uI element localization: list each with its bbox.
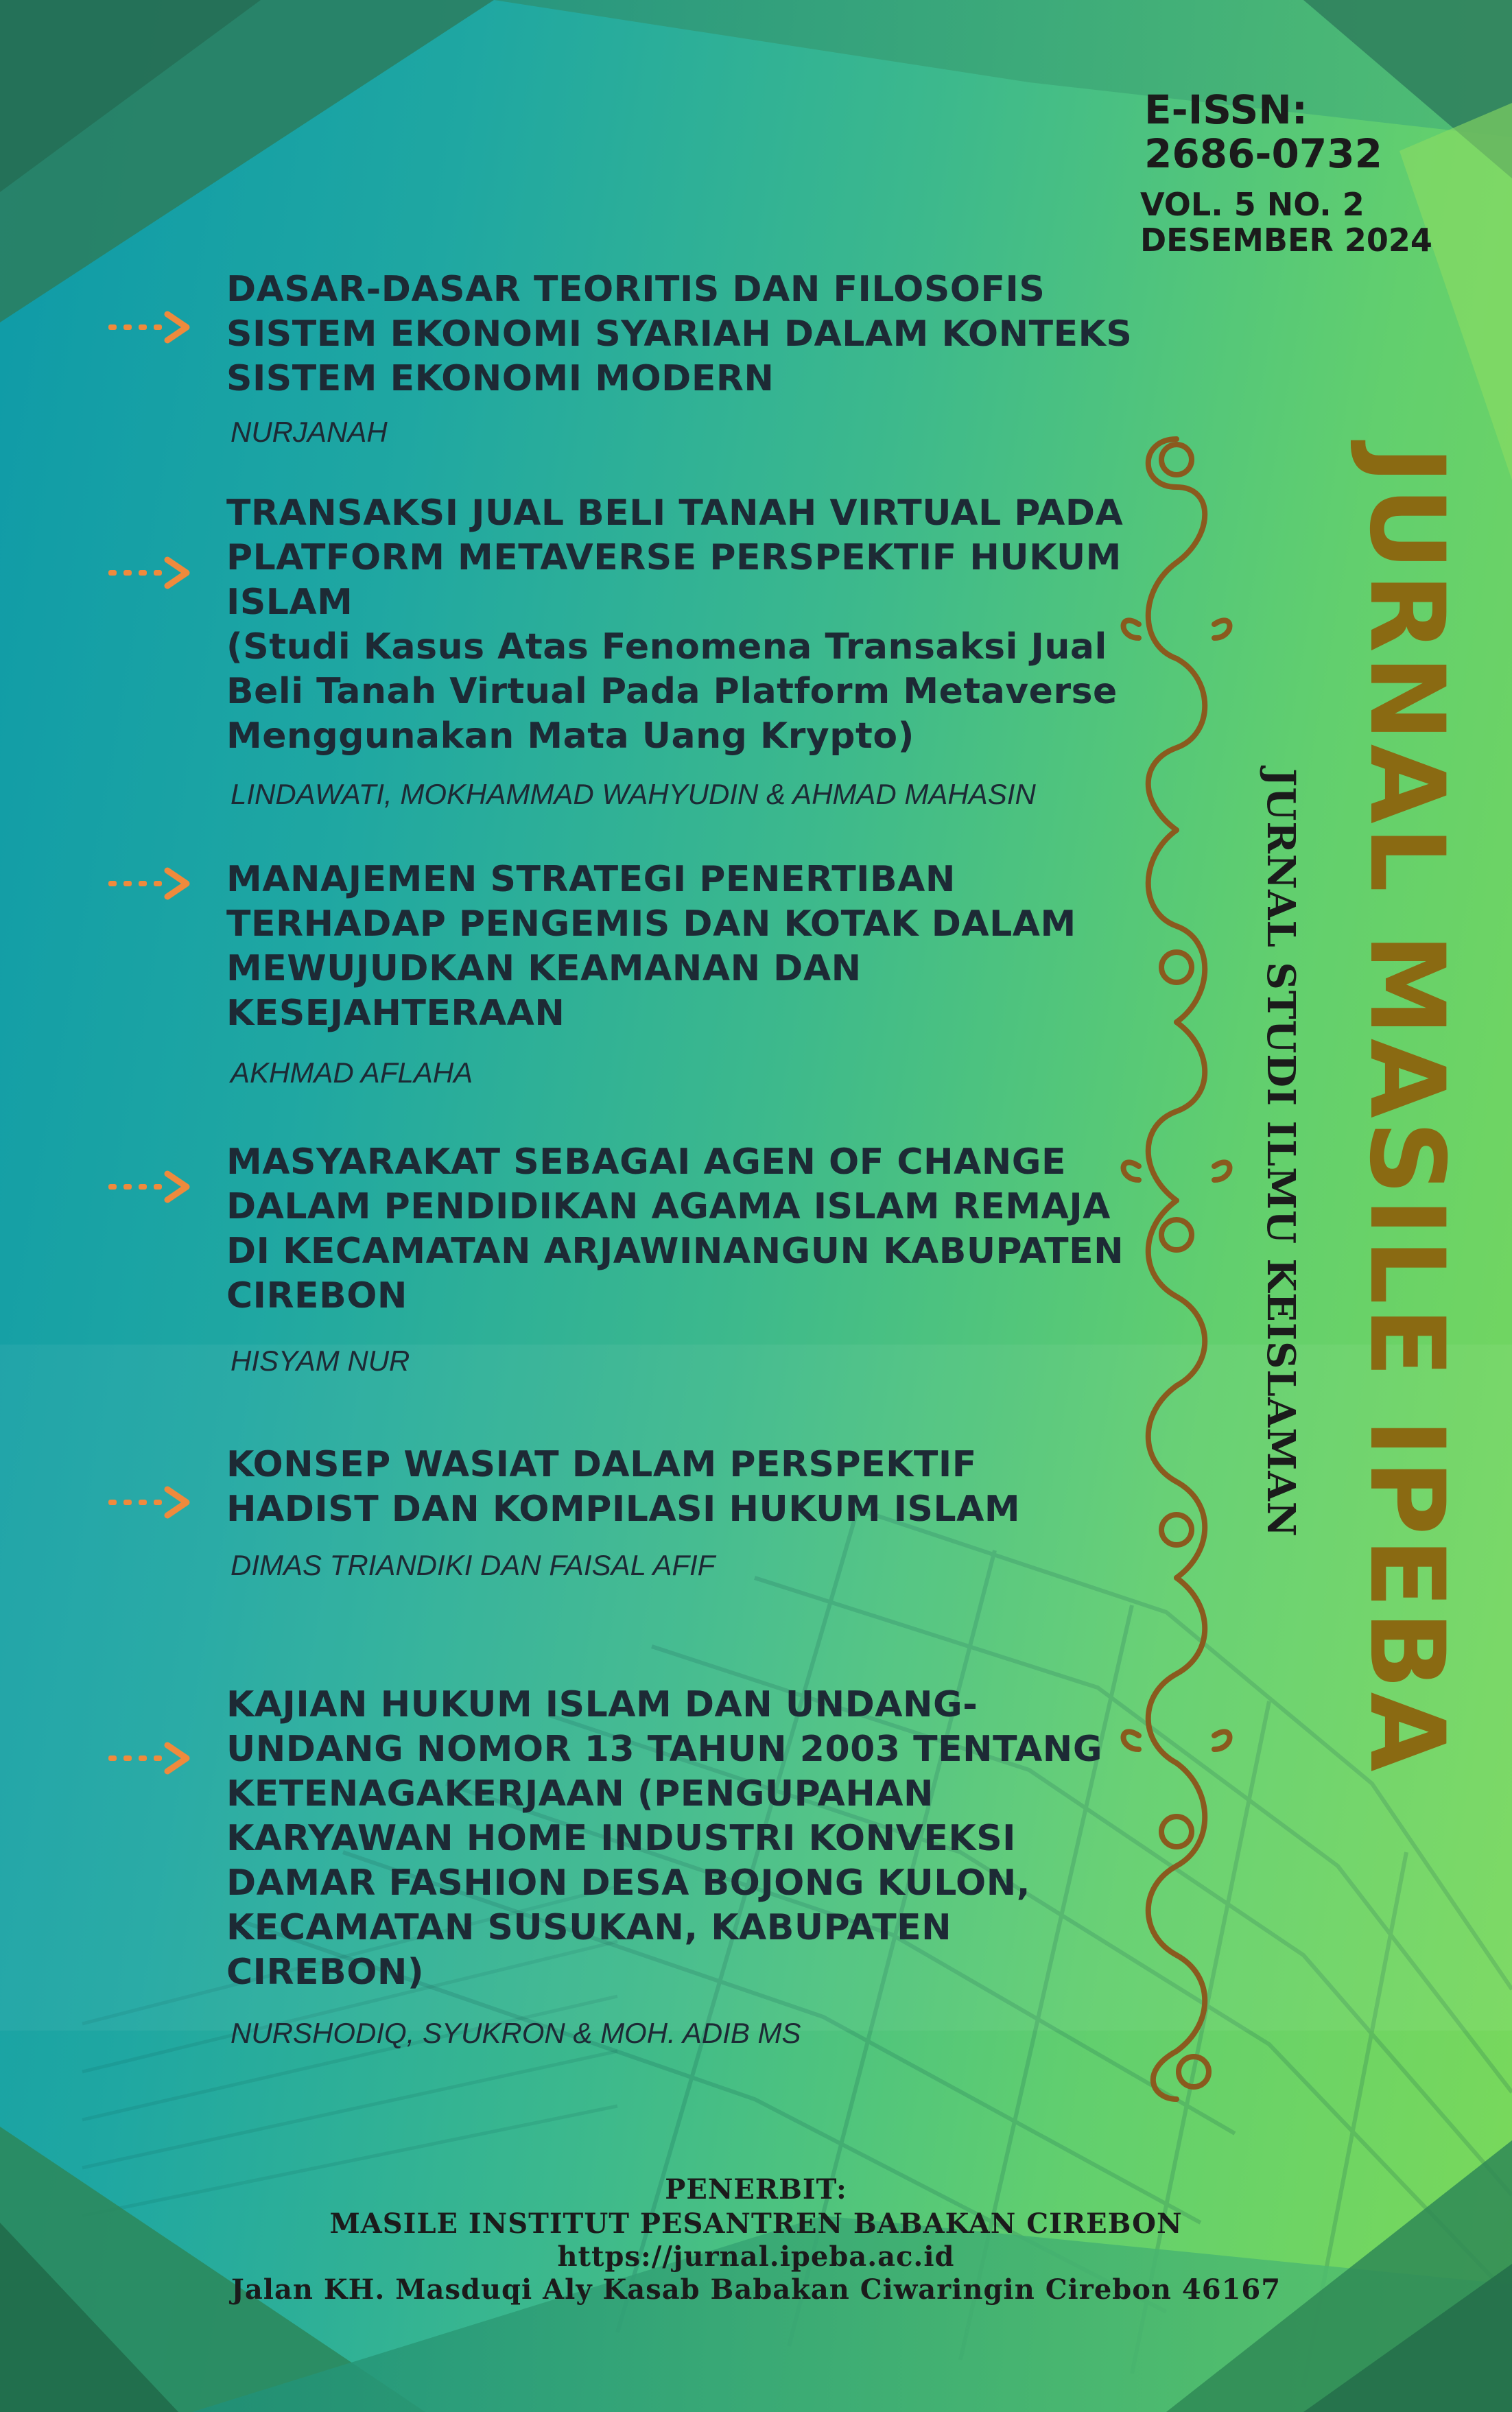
article-1-author: NURJANAH: [231, 416, 388, 448]
vertical-scroll-ornament: [1111, 418, 1242, 2120]
article-3-title: MANAJEMEN STRATEGI PENERTIBAN TERHADAP PENGEMIS DAN KOTAK DALAM MEWUJUDKAN KEAMANAN DAN KESEJAHTERAAN: [226, 859, 1076, 1034]
article-2-title: TRANSAKSI JUAL BELI TANAH VIRTUAL PADA PLATFORM METAVERSE PERSPEKTIF HUKUM ISLAM: [226, 493, 1124, 623]
dotted-right-arrow-icon: [108, 1170, 193, 1204]
journal-title: JURNAL MASILE IPEBA: [1347, 446, 1466, 1775]
article-4-author: HISYAM NUR: [231, 1345, 410, 1377]
article-3-author: AKHMAD AFLAHA: [231, 1056, 473, 1089]
journal-subtitle: JURNAL STUDI ILMU KEISLAMAN: [1258, 768, 1303, 1537]
article-5-author: DIMAS TRIANDIKI DAN FAISAL AFIF: [231, 1549, 716, 1581]
publisher-address: Jalan KH. Masduqi Aly Kasab Babakan Ciwaringin Cirebon 46167: [231, 2273, 1281, 2306]
article-1-title: DASAR-DASAR TEORITIS DAN FILOSOFIS SISTEM EKONOMI SYARIAH DALAM KONTEKS SISTEM EKONOMI MODERN: [226, 269, 1133, 399]
article-6-author: NURSHODIQ, SYUKRON & MOH. ADIB MS: [231, 2017, 801, 2049]
issn-label: E-ISSN:: [1144, 86, 1308, 133]
volume-number: VOL. 5 NO. 2: [1140, 186, 1365, 223]
article-2-block: [226, 491, 1139, 759]
issue-block: [1140, 187, 1497, 258]
dotted-right-arrow-icon: [108, 866, 193, 901]
article-4-title: MASYARAKAT SEBAGAI AGEN OF CHANGE DALAM PENDIDIKAN AGAMA ISLAM REMAJA DI KECAMATAN ARJAWINANGUN KABUPATEN CIREBON: [226, 1142, 1124, 1316]
dotted-right-arrow-icon: [108, 310, 193, 344]
dotted-right-arrow-icon: [108, 1741, 193, 1775]
article-2-author: LINDAWATI, MOKHAMMAD WAHYUDIN & AHMAD MAHASIN: [231, 778, 1036, 810]
publisher-label: PENERBIT:: [665, 2173, 847, 2206]
article-5-title: KONSEP WASIAT DALAM PERSPEKTIF HADIST DAN KOMPILASI HUKUM ISLAM: [226, 1444, 1021, 1530]
dotted-right-arrow-icon: [108, 556, 193, 590]
article-6-title: KAJIAN HUKUM ISLAM DAN UNDANG-UNDANG NOMOR 13 TAHUN 2003 TENTANG KETENAGAKERJAAN (PENGUPAHAN KARYAWAN HOME INDUSTRI KONVEKSI DAMAR FASHION DESA BOJONG KULON, KECAMATAN SUSUKAN, KABUPATEN CIREBON): [226, 1684, 1103, 1993]
dotted-right-arrow-icon: [108, 1485, 193, 1520]
issue-date: DESEMBER 2024: [1140, 222, 1432, 259]
article-2-subtitle: (Studi Kasus Atas Fenomena Transaksi Jual Beli Tanah Virtual Pada Platform Metaverse Menggunakan Mata Uang Krypto): [226, 626, 1118, 757]
publisher-url[interactable]: https://jurnal.ipeba.ac.id: [557, 2240, 955, 2273]
issn-number: 2686-0732: [1144, 130, 1382, 177]
issn-block: [1144, 88, 1487, 176]
publisher-name: MASILE INSTITUT PESANTREN BABAKAN CIREBON: [329, 2208, 1183, 2240]
